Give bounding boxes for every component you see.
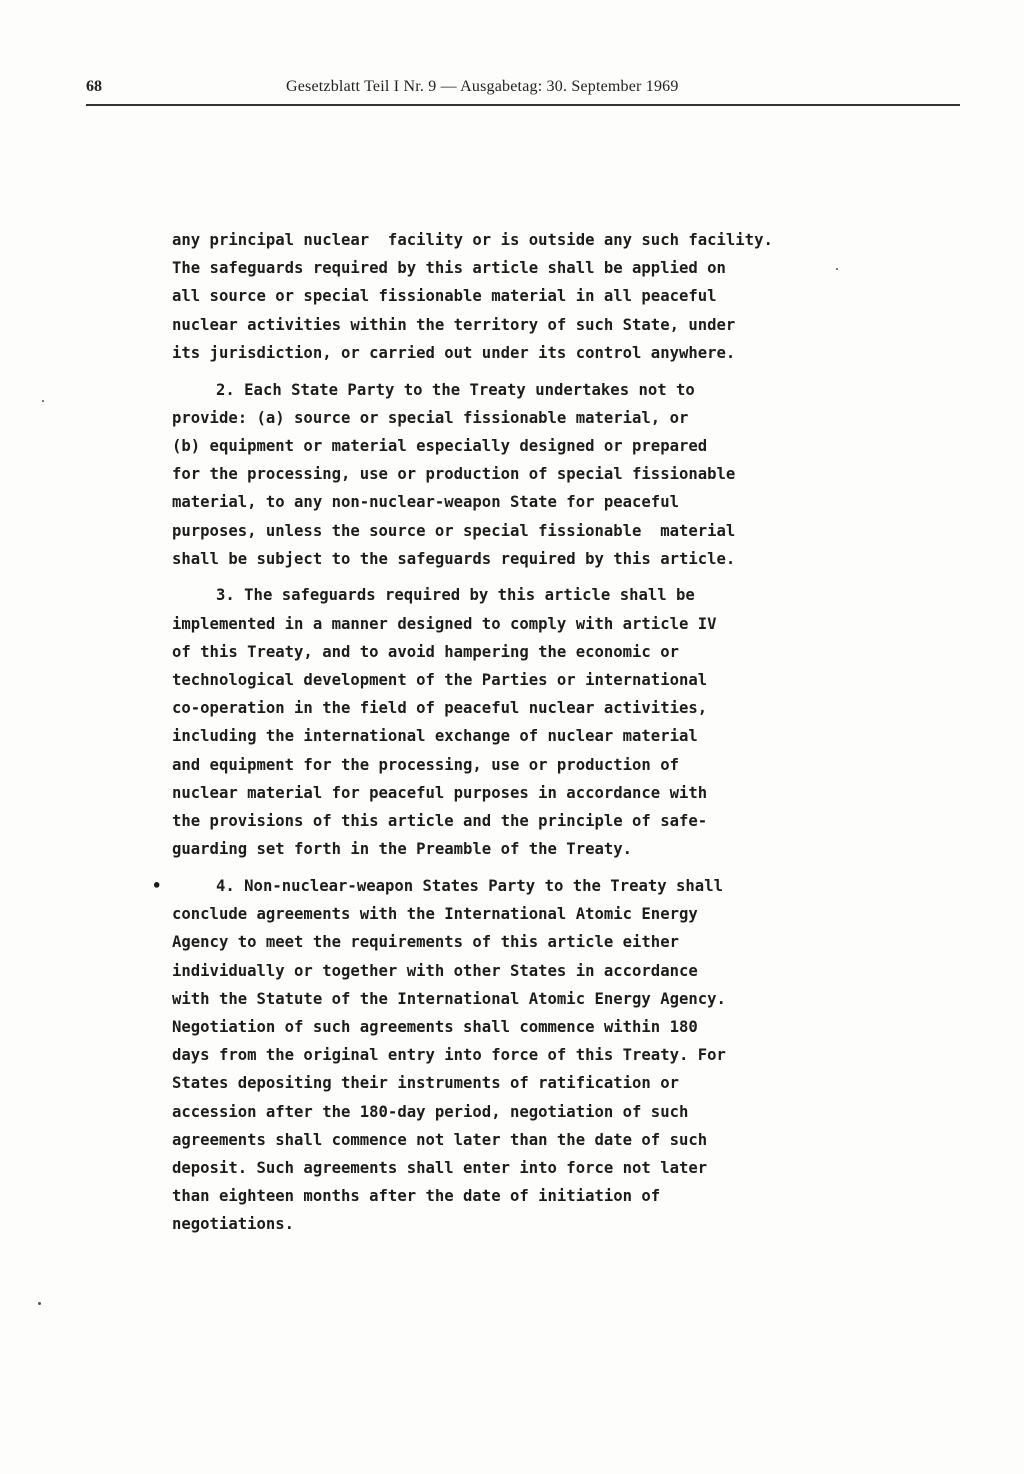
page-header <box>86 78 960 102</box>
paragraph-gap <box>172 367 892 376</box>
text-line: including the international exchange of nuclear material <box>172 727 698 746</box>
text-line: days from the original entry into force of this Treaty. For <box>172 1046 726 1065</box>
text-line: shall be subject to the safeguards required by this article. <box>172 549 736 568</box>
treaty-text <box>152 226 892 1239</box>
text-line-content: 4. Non-nuclear-weapon States Party to the Treaty shall <box>216 876 723 895</box>
text-line: its jurisdiction, or carried out under its control anywhere. <box>172 343 736 362</box>
text-line: than eighteen months after the date of initiation of <box>172 1187 661 1206</box>
paragraph-gap <box>172 863 892 872</box>
text-line: purposes, unless the source or special fissionable material <box>172 521 736 540</box>
text-line: negotiations. <box>172 1215 295 1234</box>
text-line: with the Statute of the International Atomic Energy Agency. <box>172 989 726 1008</box>
text-line: 2. Each State Party to the Treaty undertakes not to <box>216 380 695 399</box>
paragraph-gap <box>172 573 892 582</box>
paragraph-2 <box>172 376 892 573</box>
text-line: provide: (a) source or special fissionable material, or <box>172 408 689 427</box>
text-line: the provisions of this article and the principle of safe- <box>172 812 708 831</box>
paragraph-4 <box>152 872 892 1239</box>
text-line: deposit. Such agreements shall enter into force not later <box>172 1159 708 1177</box>
text-line: 3. The safeguards required by this article shall be <box>216 586 695 605</box>
text-line: States depositing their instruments of ratification or <box>172 1074 679 1093</box>
text-line <box>152 872 892 900</box>
text-line: technological development of the Parties or international <box>172 671 708 690</box>
text-line: Negotiation of such agreements shall commence within 180 <box>172 1017 698 1036</box>
bullet-dot: • <box>152 876 162 895</box>
text-line: co-operation in the field of peaceful nuclear activities, <box>172 699 708 718</box>
gazette-title: Gesetzblatt Teil I Nr. 9 — Ausgabetag: 30. September 1969 <box>286 78 679 95</box>
text-line: for the processing, use or production of special fissionable <box>172 465 736 484</box>
text-line: any principal nuclear facility or is outside any such facility. <box>172 231 773 249</box>
text-line: Agency to meet the requirements of this article either <box>172 933 679 952</box>
text-line: agreements shall commence not later than the date of such <box>172 1130 708 1149</box>
header-rule <box>86 104 960 106</box>
text-line: nuclear activities within the territory of such State, under <box>172 315 736 334</box>
scan-speck <box>836 268 838 270</box>
text-line: implemented in a manner designed to comply with article IV <box>172 614 717 633</box>
text-line: and equipment for the processing, use or production of <box>172 755 679 774</box>
text-line: individually or together with other States in accordance <box>172 961 698 980</box>
text-line: (b) equipment or material especially designed or prepared <box>172 436 708 455</box>
text-line: of this Treaty, and to avoid hampering the economic or <box>172 642 679 661</box>
text-line: guarding set forth in the Preamble of the Treaty. <box>172 840 633 859</box>
text-line: material, to any non-nuclear-weapon State for peaceful <box>172 493 679 512</box>
paragraph-1 <box>172 226 892 367</box>
scan-speck <box>38 1302 41 1305</box>
text-line: conclude agreements with the International Atomic Energy <box>172 905 698 924</box>
paragraph-3 <box>172 581 892 863</box>
scan-speck <box>42 400 44 402</box>
page-number: 68 <box>86 78 102 95</box>
text-line: The safeguards required by this article shall be applied on <box>172 259 726 278</box>
text-line: accession after the 180-day period, negotiation of such <box>172 1102 689 1121</box>
text-line: all source or special fissionable material in all peaceful <box>172 287 717 306</box>
text-line: nuclear material for peaceful purposes in accordance with <box>172 783 708 802</box>
